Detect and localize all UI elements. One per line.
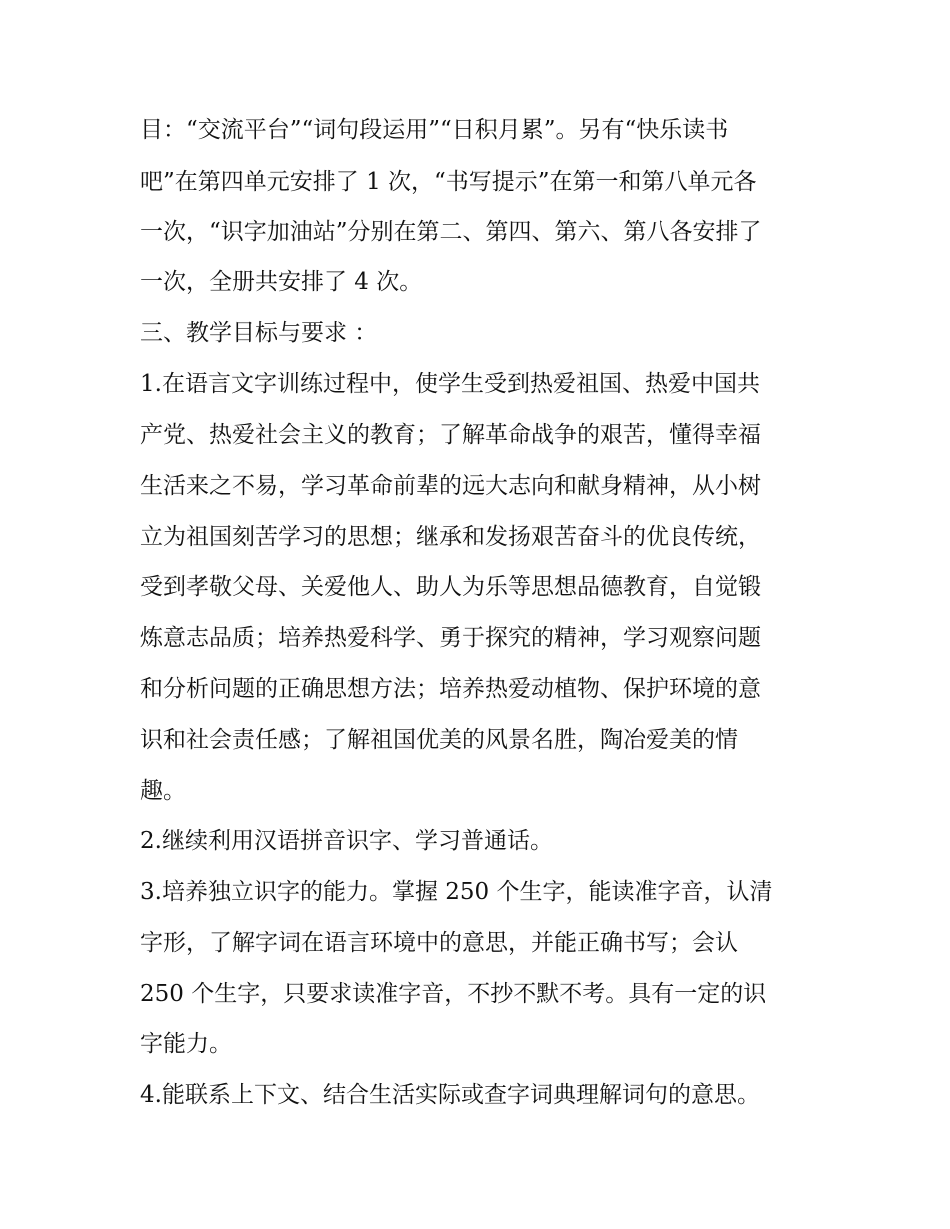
text-line: 4.能联系上下文、结合生活实际或查字词典理解词句的意思。 — [140, 1082, 760, 1108]
text-line: 一次，“识字加油站”分别在第二、第四、第六、第八各安排了 — [140, 219, 762, 245]
section-heading: 三、教学目标与要求 ： — [140, 320, 378, 346]
text-line: 字形，了解字词在语言环境中的意思，并能正确书写；会认 — [140, 930, 738, 956]
text-line: 受到孝敬父母、关爱他人、助人为乐等思想品德教育，自觉锻 — [140, 574, 761, 600]
text-line: 趣。 — [140, 778, 186, 804]
text-line: 目：“交流平台”“词句段运用”“日积月累”。另有“快乐读书 — [140, 117, 729, 143]
text-line: 炼意志品质；培养热爱科学、勇于探究的精神，学习观察问题 — [140, 625, 761, 651]
text-line: 立为祖国刻苦学习的思想；继承和发扬艰苦奋斗的优良传统， — [140, 524, 761, 550]
text-line: 吧”在第四单元安排了 1 次，“书写提示”在第一和第八单元各 — [140, 169, 757, 195]
text-line: 250 个生字，只要求读准字音，不抄不默不考。具有一定的识 — [140, 981, 767, 1007]
text-line: 一次，全册共安排了 4 次。 — [140, 269, 423, 295]
text-line: 和分析问题的正确思想方法；培养热爱动植物、保护环境的意 — [140, 676, 761, 702]
text-line: 生活来之不易，学习革命前辈的远大志向和献身精神，从小树 — [140, 473, 761, 499]
text-line: 识和社会责任感；了解祖国优美的风景名胜，陶冶爱美的情 — [140, 727, 738, 753]
text-line: 3.培养独立识字的能力。掌握 250 个生字，能读准字音，认清 — [140, 879, 773, 905]
text-line: 产党、热爱社会主义的教育；了解革命战争的艰苦，懂得幸福 — [140, 422, 761, 448]
text-line: 1.在语言文字训练过程中，使学生受到热爱祖国、热爱中国共 — [140, 371, 760, 397]
text-line: 字能力。 — [140, 1031, 232, 1057]
text-line: 2.继续利用汉语拼音识字、学习普通话。 — [140, 828, 553, 854]
